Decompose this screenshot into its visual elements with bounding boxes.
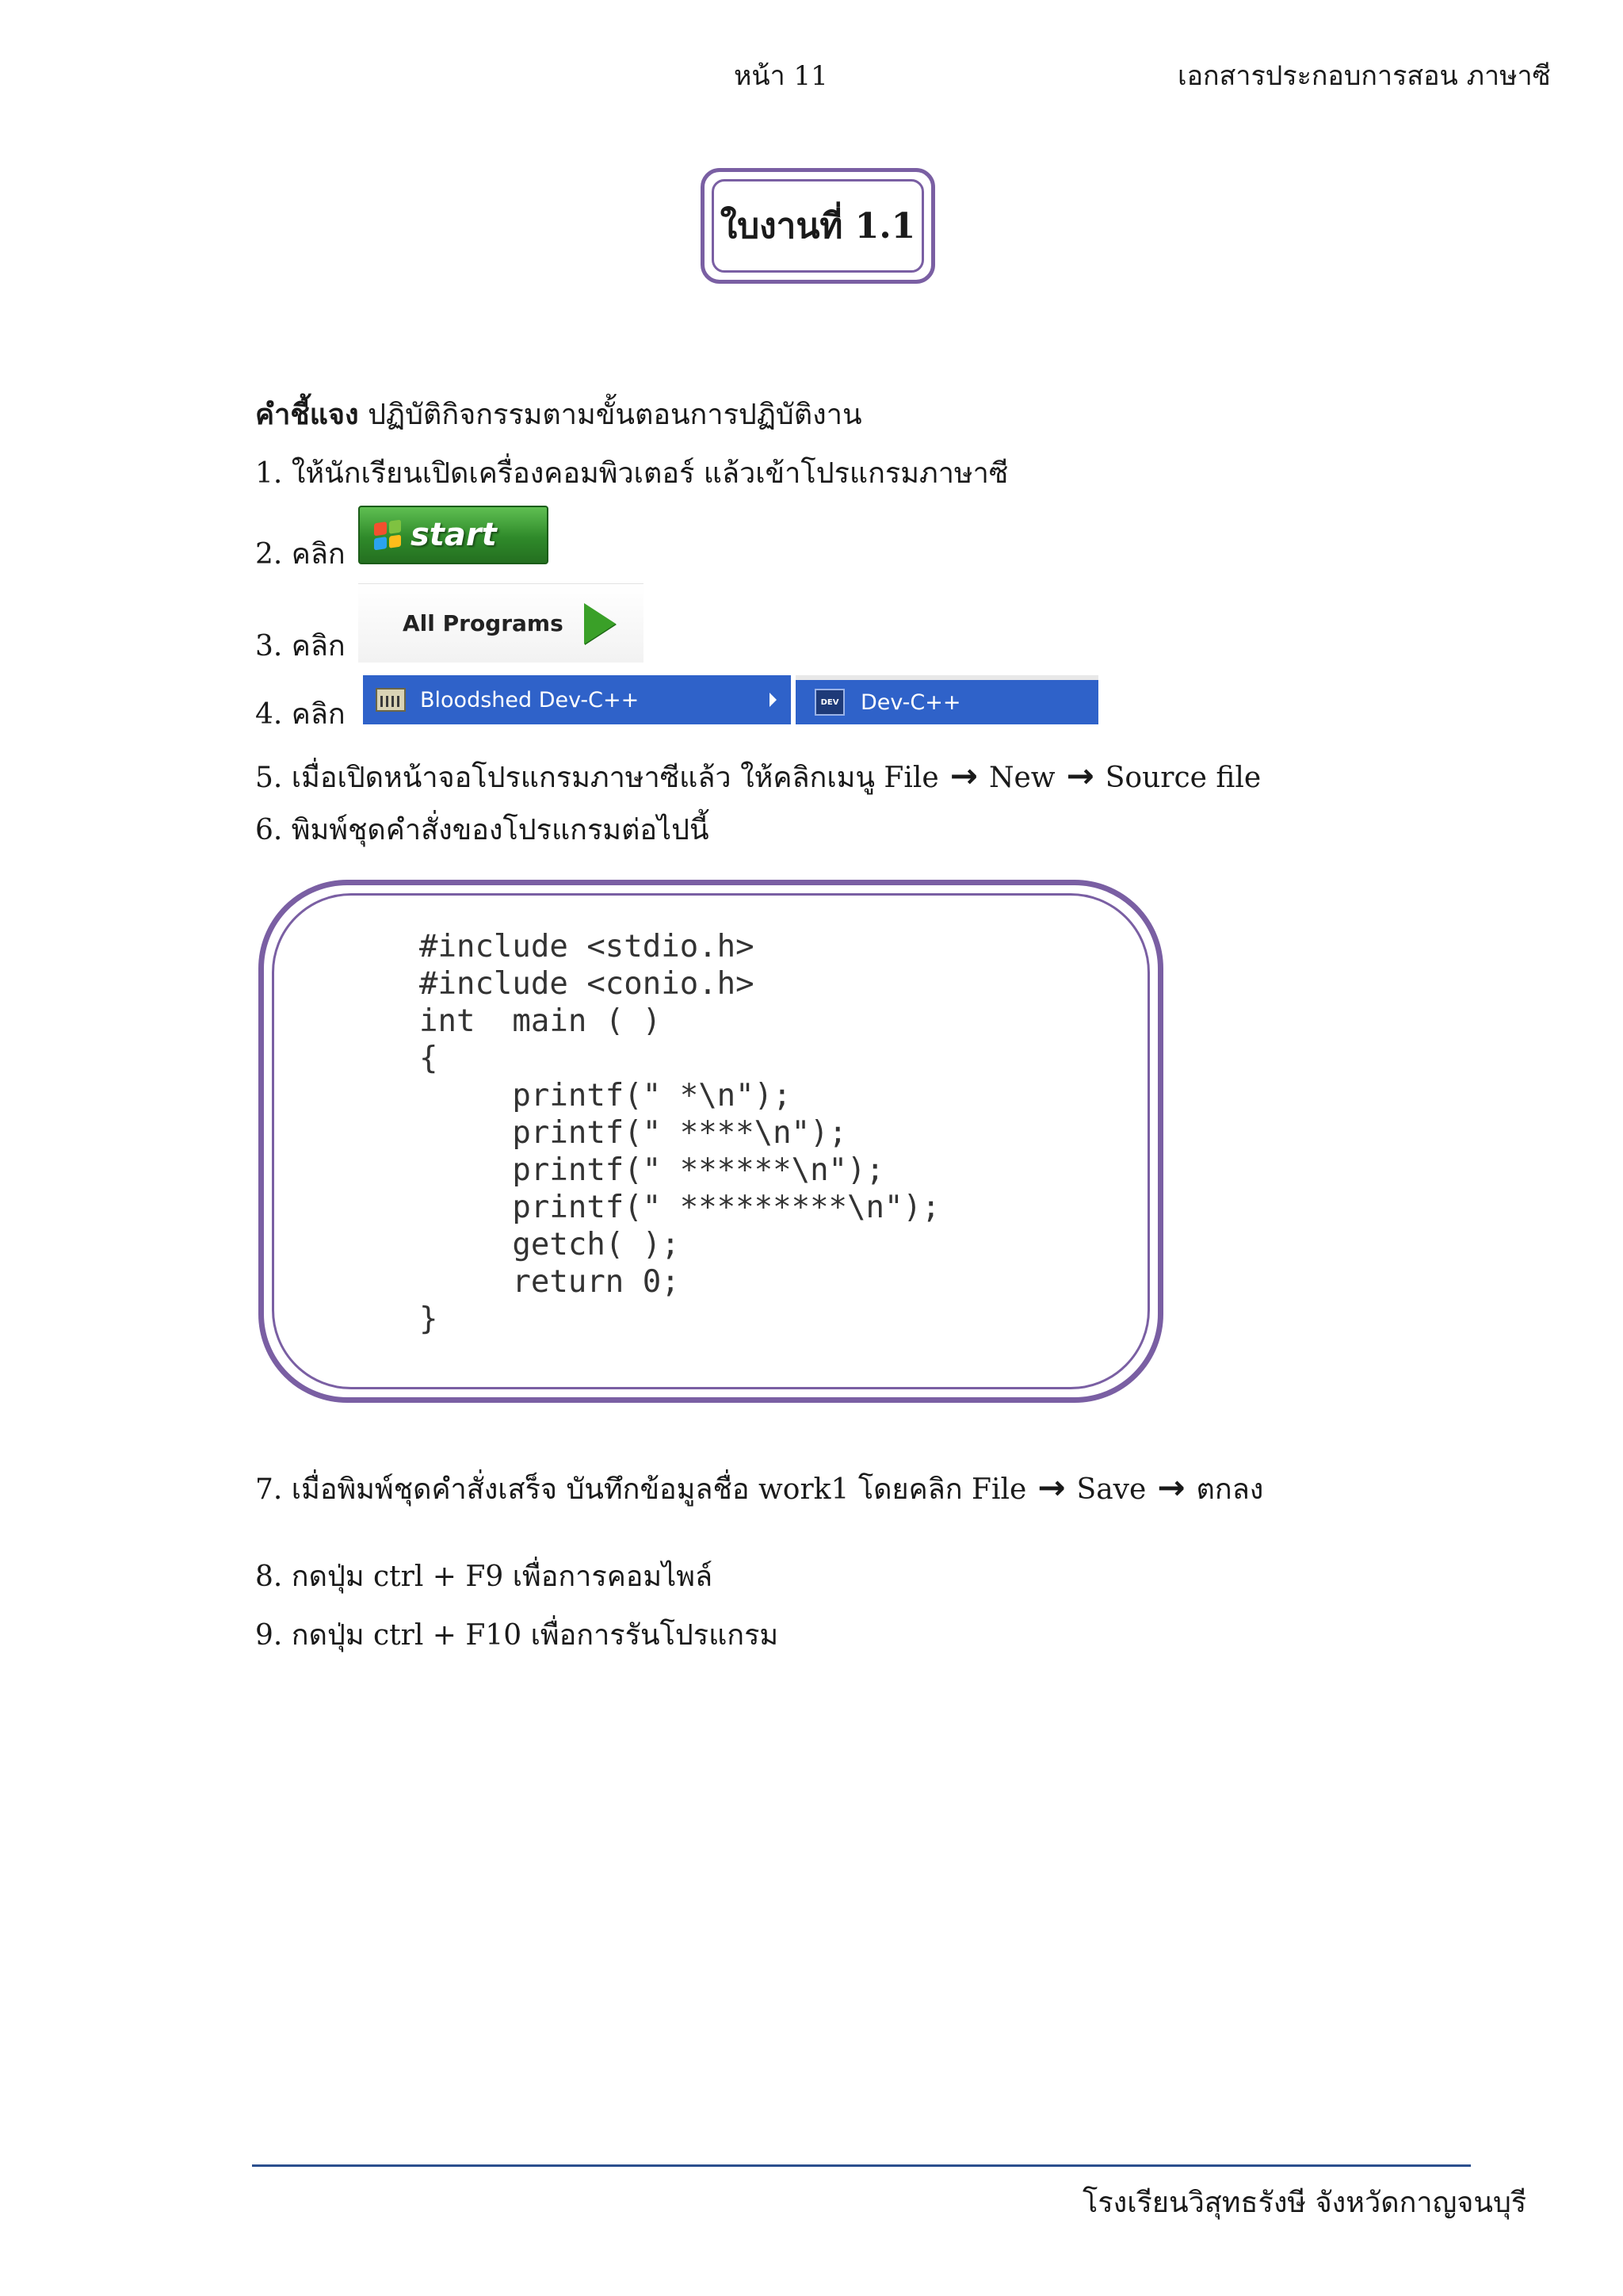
step-5-new: New	[988, 762, 1056, 794]
document-title: เอกสารประกอบการสอน ภาษาซี	[1178, 60, 1551, 92]
all-programs-label: All Programs	[403, 610, 563, 636]
worksheet-title-box	[701, 168, 935, 284]
step-7-save: Save	[1076, 1473, 1147, 1506]
start-label: start	[411, 517, 497, 553]
flag-pane	[389, 520, 402, 534]
windows-flag-icon	[374, 520, 401, 551]
arrow-icon: →	[1037, 1468, 1066, 1507]
arrow-icon: →	[1066, 756, 1094, 795]
submenu-arrow-icon	[769, 693, 777, 707]
devcpp-icon: DEV	[815, 689, 845, 716]
arrow-icon: →	[949, 756, 978, 795]
step-3: 3. คลิก	[255, 630, 346, 663]
bloodshed-menu-item[interactable]	[363, 675, 791, 724]
devcpp-menu-item[interactable]	[796, 675, 1098, 724]
step-4: 4. คลิก	[255, 698, 346, 731]
step-7-text: 7. เมื่อพิมพ์ชุดคำสั่งเสร็จ บันทึกข้อมูลชื่อ work1 โดยคลิก File	[255, 1473, 1027, 1506]
step-6: 6. พิมพ์ชุดคำสั่งของโปรแกรมต่อไปนี้	[255, 814, 709, 846]
green-arrow-icon	[584, 603, 616, 644]
step-2: 2. คลิก	[255, 538, 346, 571]
worksheet-title: ใบงานที่ 1.1	[712, 179, 924, 273]
code-listing: #include <stdio.h> #include <conio.h> int main ( ) { printf(" *\n"); printf(" ****\n"); printf(" ******\n"); printf(" *********\n"); getch( ); return 0; }	[419, 929, 941, 1337]
all-programs-item[interactable]	[358, 583, 643, 663]
step-5-source-file: Source file	[1105, 762, 1262, 794]
step-9: 9. กดปุ่ม ctrl + F10 เพื่อการรันโปรแกรม	[255, 1619, 779, 1652]
footer-divider	[252, 2164, 1471, 2167]
code-frame	[258, 880, 1163, 1403]
instructions-text: ปฏิบัติกิจกรรมตามขั้นตอนการปฏิบัติงาน	[368, 399, 862, 431]
school-name: โรงเรียนวิสุทธรังษี จังหวัดกาญจนบุรี	[1083, 2187, 1527, 2219]
page-number: หน้า 11	[734, 60, 828, 92]
step-8: 8. กดปุ่ม ctrl + F9 เพื่อการคอมไพล์	[255, 1561, 713, 1593]
start-menu-strip	[363, 675, 1098, 724]
instructions	[255, 400, 862, 430]
step-7	[255, 1468, 1264, 1507]
flag-pane	[389, 534, 402, 548]
arrow-icon: →	[1157, 1468, 1186, 1507]
program-folder-icon	[376, 688, 406, 712]
instructions-heading: คำชี้แจง	[255, 398, 359, 431]
bloodshed-label: Bloodshed Dev-C++	[420, 687, 640, 712]
start-button[interactable]	[358, 506, 548, 564]
flag-pane	[374, 537, 387, 551]
step-5-text: 5. เมื่อเปิดหน้าจอโปรแกรมภาษาซีแล้ว ให้คลิกเมนู File	[255, 762, 939, 794]
flag-pane	[374, 521, 387, 536]
step-7-ok: ตกลง	[1196, 1473, 1264, 1506]
devcpp-label: Dev-C++	[861, 690, 961, 715]
step-5	[255, 756, 1262, 795]
step-1: 1. ให้นักเรียนเปิดเครื่องคอมพิวเตอร์ แล้วเข้าโปรแกรมภาษาซี	[255, 457, 1009, 490]
